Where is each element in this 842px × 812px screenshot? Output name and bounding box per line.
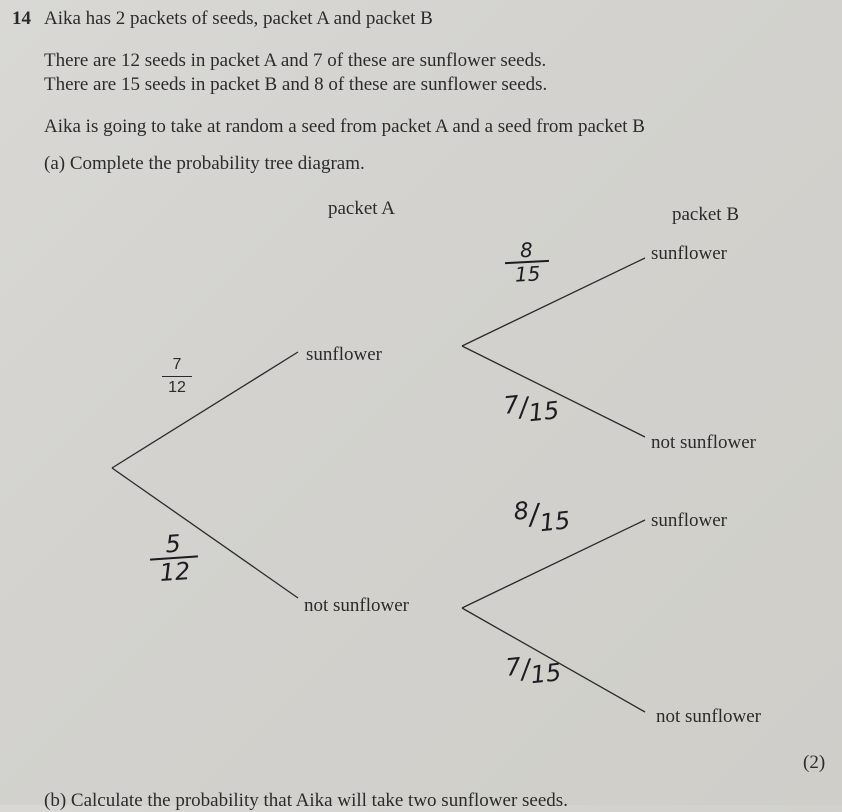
b1-bottom-prob-denominator: 15 <box>527 396 561 428</box>
a-bottom-prob-denominator: 12 <box>158 556 192 587</box>
b2-top-prob-numerator: 8 <box>512 496 531 526</box>
b2-bottom-prob-numerator: 7 <box>504 652 523 682</box>
b1-top-outcome-label: sunflower <box>651 243 727 264</box>
part-a-marks: (2) <box>803 752 826 773</box>
a-top-prob-numerator: 7 <box>172 356 182 373</box>
b1-top-prob-numerator: 8 <box>519 237 534 263</box>
question-line-2: There are 15 seeds in packet B and 8 of these are sunflower seeds. <box>44 74 548 95</box>
b1-bottom-prob-numerator: 7 <box>502 390 521 420</box>
a-top-outcome-label: sunflower <box>306 344 382 365</box>
question-line-3: Aika is going to take at random a seed from packet A and a seed from packet B <box>44 116 645 137</box>
b2-top-outcome-label: sunflower <box>651 510 727 531</box>
b2-bottom-prob-handwritten: 7/15 <box>504 652 563 690</box>
a-top-probability <box>162 356 192 397</box>
b2-top-prob-denominator: 15 <box>538 506 572 538</box>
branch-b1-top <box>462 258 645 346</box>
b1-top-prob-handwritten <box>504 239 550 285</box>
part-a-instruction: (a) Complete the probability tree diagram. <box>44 153 365 174</box>
b1-bottom-outcome-label: not sunflower <box>651 432 757 453</box>
packet-b-heading: packet B <box>672 204 740 225</box>
part-b-instruction: (b) Calculate the probability that Aika will take two sunflower seeds. <box>44 790 568 811</box>
b2-top-prob-handwritten: 8/15 <box>512 496 572 538</box>
b1-top-prob-denominator: 15 <box>514 261 541 287</box>
question-intro: Aika has 2 packets of seeds, packet A and packet B <box>44 8 433 29</box>
a-top-prob-denominator: 12 <box>168 379 186 396</box>
b2-bottom-prob-denominator: 15 <box>529 658 563 690</box>
packet-a-heading: packet A <box>328 198 396 219</box>
branch-a-bottom <box>112 468 298 598</box>
a-bottom-prob-handwritten <box>148 530 200 585</box>
b2-bottom-outcome-label: not sunflower <box>656 706 762 727</box>
a-bottom-prob-numerator: 5 <box>164 529 182 559</box>
question-number: 14 <box>12 8 31 29</box>
question-line-1: There are 12 seeds in packet A and 7 of these are sunflower seeds. <box>44 50 547 71</box>
b1-bottom-prob-handwritten: 7/15 <box>502 390 561 428</box>
branch-a-top <box>112 352 298 468</box>
a-bottom-outcome-label: not sunflower <box>304 595 410 616</box>
